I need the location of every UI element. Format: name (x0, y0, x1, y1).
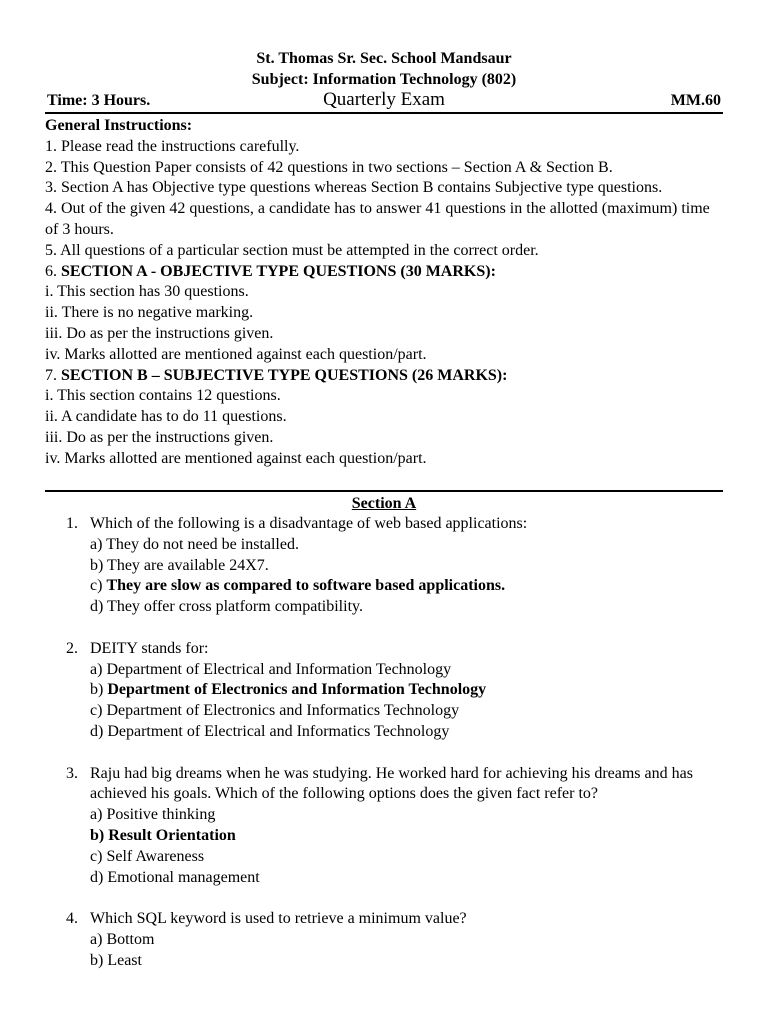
section-b-heading: SECTION B – SUBJECTIVE TYPE QUESTIONS (26 MARKS): (61, 366, 508, 384)
question-1 (45, 514, 723, 618)
section-a-instruction (45, 262, 723, 283)
option-a (90, 535, 723, 556)
exam-meta-row (45, 89, 723, 114)
question-number: 2. (66, 639, 78, 657)
option-a (90, 660, 723, 681)
section-b-point: iv. Marks allotted are mentioned against each question/part. (45, 449, 427, 467)
option-text: Self Awareness (106, 847, 205, 865)
section-a-point: i. This section has 30 questions. (45, 283, 249, 301)
section-b-point: iii. Do as per the instructions given. (45, 428, 274, 446)
section-a-point: iv. Marks allotted are mentioned against each question/part. (45, 345, 427, 363)
exam-title: Quarterly Exam (323, 89, 445, 110)
option-label: b) (90, 951, 108, 969)
option-text: They do not need be installed. (106, 535, 299, 553)
option-b (90, 556, 723, 577)
question-list (45, 514, 723, 992)
option-text: Result Orientation (108, 826, 236, 844)
section-a-number: 6. (45, 262, 61, 280)
instructions-heading: General Instructions: (45, 117, 193, 134)
question-text: DEITY stands for: (90, 639, 209, 657)
question-3 (45, 764, 723, 889)
instruction-item: 4. Out of the given 42 questions, a candidate has to answer 41 questions in the allotted (maximum) time of 3 hours. (45, 200, 710, 238)
question-number: 1. (66, 515, 78, 532)
option-label: d) (90, 868, 108, 886)
option-text: Department of Electronics and Information Technology (107, 681, 487, 699)
instruction-item: 5. All questions of a particular section must be attempted in the correct order. (45, 241, 539, 259)
option-label: c) (90, 577, 107, 595)
option-text: Bottom (106, 930, 155, 948)
instruction-item: 2. This Question Paper consists of 42 questions in two sections – Section A & Section B. (45, 158, 613, 176)
option-text: Positive thinking (106, 806, 216, 824)
option-text: Department of Electrical and Information Technology (106, 660, 452, 678)
option-b-correct (90, 826, 723, 847)
section-b-point: i. This section contains 12 questions. (45, 387, 281, 405)
option-text: Least (107, 951, 142, 969)
option-label: b) (90, 556, 108, 574)
instruction-item: 1. Please read the instructions carefully. (45, 137, 300, 155)
option-text: They are available 24X7. (107, 556, 269, 574)
section-a-point: iii. Do as per the instructions given. (45, 324, 274, 342)
option-b (90, 951, 723, 972)
option-label: a) (90, 930, 107, 948)
question-text: Which of the following is a disadvantage of web based applications: (90, 515, 528, 532)
option-d (90, 868, 723, 889)
option-text: They offer cross platform compatibility. (107, 598, 363, 616)
section-a-point: ii. There is no negative marking. (45, 304, 254, 322)
general-instructions (45, 116, 723, 492)
question-number: 4. (66, 910, 78, 928)
option-label: c) (90, 702, 107, 720)
option-c (90, 847, 723, 868)
option-label: b) (90, 826, 109, 844)
question-number: 3. (66, 764, 78, 782)
option-label: d) (90, 598, 108, 616)
question-2 (45, 639, 723, 743)
option-label: c) (90, 847, 107, 865)
section-b-instruction (45, 366, 723, 387)
question-text: Which SQL keyword is used to retrieve a minimum value? (90, 910, 467, 928)
question-4 (45, 909, 723, 971)
section-a-title: Section A (351, 495, 417, 512)
option-label: a) (90, 806, 107, 824)
option-label: d) (90, 722, 108, 740)
option-label: a) (90, 535, 107, 553)
option-d (90, 722, 723, 743)
option-d (90, 597, 723, 618)
option-c (90, 701, 723, 722)
section-b-number: 7. (45, 366, 61, 384)
option-text: Department of Electronics and Informatics Technology (106, 702, 460, 720)
max-marks: MM.60 (670, 92, 721, 109)
option-text: Emotional management (107, 868, 260, 886)
option-label: a) (90, 660, 107, 678)
section-a-heading: SECTION A - OBJECTIVE TYPE QUESTIONS (30 MARKS): (61, 262, 496, 280)
option-c-correct (90, 576, 723, 597)
subject-line: Subject: Information Technology (802) (251, 71, 517, 88)
time-label: Time: 3 Hours. (47, 92, 151, 109)
option-a (90, 930, 723, 951)
option-text: They are slow as compared to software based applications. (106, 577, 506, 595)
question-text: Raju had big dreams when he was studying. He worked hard for achieving his dreams and has achieved his goals. Which of the following options does the given fact refer to? (90, 764, 693, 803)
option-a (90, 805, 723, 826)
section-b-point: ii. A candidate has to do 11 questions. (45, 408, 287, 426)
instruction-item: 3. Section A has Objective type questions whereas Section B contains Subjective type questions. (45, 179, 663, 197)
option-text: Department of Electrical and Informatics Technology (107, 722, 450, 740)
option-b-correct (90, 680, 723, 701)
school-name: St. Thomas Sr. Sec. School Mandsaur (256, 50, 512, 67)
option-label: b) (90, 681, 108, 699)
